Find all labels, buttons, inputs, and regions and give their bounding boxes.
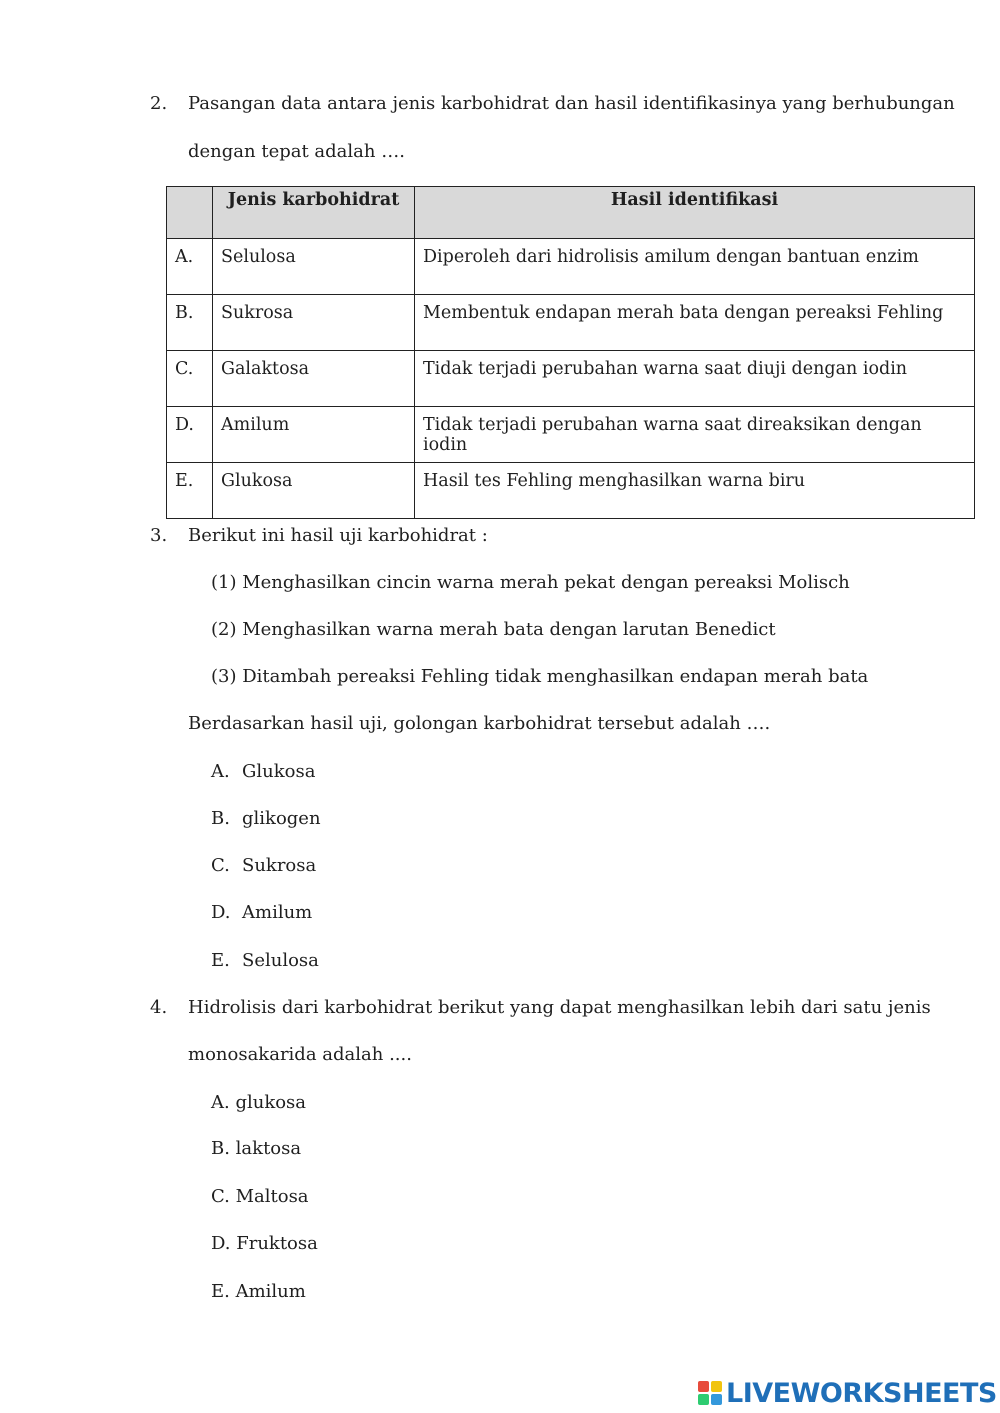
q3-option-letter: E. bbox=[211, 950, 230, 971]
q2-text-line2: dengan tepat adalah …. bbox=[188, 141, 405, 162]
logo-mark-icon bbox=[698, 1381, 722, 1405]
q3-text: Berikut ini hasil uji karbohidrat : bbox=[188, 525, 488, 546]
row-hasil: Tidak terjadi perubahan warna saat direaksikan dengan iodin bbox=[415, 407, 975, 463]
logo-square-icon bbox=[698, 1394, 709, 1405]
q2-number: 2. bbox=[150, 93, 168, 114]
q4-text-line2: monosakarida adalah .... bbox=[188, 1044, 412, 1065]
q3-question: Berdasarkan hasil uji, golongan karbohidrat tersebut adalah …. bbox=[188, 713, 771, 734]
row-letter: E. bbox=[167, 463, 213, 519]
table-row bbox=[167, 407, 975, 463]
table-header-row bbox=[167, 187, 975, 239]
q4-number: 4. bbox=[150, 997, 168, 1018]
q3-number: 3. bbox=[150, 525, 168, 546]
table-row bbox=[167, 351, 975, 407]
q3-option-letter: C. bbox=[211, 855, 230, 876]
q2-table bbox=[166, 186, 975, 519]
logo-square-icon bbox=[698, 1381, 709, 1392]
logo-text: LIVEWORKSHEETS bbox=[726, 1377, 997, 1409]
q4-option: B. laktosa bbox=[211, 1138, 302, 1159]
q4-option: C. Maltosa bbox=[211, 1186, 309, 1207]
table-row bbox=[167, 295, 975, 351]
row-hasil: Tidak terjadi perubahan warna saat diuji dengan iodin bbox=[415, 351, 975, 407]
header-cell-jenis: Jenis karbohidrat bbox=[213, 187, 415, 239]
logo-square-icon bbox=[711, 1394, 722, 1405]
q4-option: A. glukosa bbox=[211, 1092, 307, 1113]
row-jenis: Selulosa bbox=[213, 239, 415, 295]
q3-option-text: glikogen bbox=[242, 808, 321, 829]
q4-option: D. Fruktosa bbox=[211, 1233, 318, 1254]
row-jenis: Galaktosa bbox=[213, 351, 415, 407]
row-jenis: Glukosa bbox=[213, 463, 415, 519]
q3-option-text: Amilum bbox=[242, 902, 313, 923]
header-cell-blank bbox=[167, 187, 213, 239]
q3-statement: (3) Ditambah pereaksi Fehling tidak menghasilkan endapan merah bata bbox=[211, 666, 869, 687]
q4-option: E. Amilum bbox=[211, 1281, 306, 1302]
row-hasil: Membentuk endapan merah bata dengan pereaksi Fehling bbox=[415, 295, 975, 351]
q4-text-line1: Hidrolisis dari karbohidrat berikut yang dapat menghasilkan lebih dari satu jenis bbox=[188, 997, 931, 1018]
q3-statement: (2) Menghasilkan warna merah bata dengan larutan Benedict bbox=[211, 619, 776, 640]
logo-square-icon bbox=[711, 1381, 722, 1392]
q3-option-letter: A. bbox=[211, 761, 230, 782]
row-jenis: Sukrosa bbox=[213, 295, 415, 351]
q3-option-letter: B. bbox=[211, 808, 230, 829]
q3-option-text: Glukosa bbox=[242, 761, 316, 782]
row-hasil: Hasil tes Fehling menghasilkan warna biru bbox=[415, 463, 975, 519]
row-letter: B. bbox=[167, 295, 213, 351]
q3-statement: (1) Menghasilkan cincin warna merah pekat dengan pereaksi Molisch bbox=[211, 572, 850, 593]
row-jenis: Amilum bbox=[213, 407, 415, 463]
q2-text-line1: Pasangan data antara jenis karbohidrat dan hasil identifikasinya yang berhubungan bbox=[188, 93, 955, 114]
row-letter: C. bbox=[167, 351, 213, 407]
row-letter: D. bbox=[167, 407, 213, 463]
table-row bbox=[167, 239, 975, 295]
liveworksheets-logo bbox=[698, 1377, 997, 1409]
table-row bbox=[167, 463, 975, 519]
row-letter: A. bbox=[167, 239, 213, 295]
q3-option-text: Selulosa bbox=[242, 950, 319, 971]
q3-option-text: Sukrosa bbox=[242, 855, 317, 876]
header-cell-hasil: Hasil identifikasi bbox=[415, 187, 975, 239]
row-hasil: Diperoleh dari hidrolisis amilum dengan bantuan enzim bbox=[415, 239, 975, 295]
q3-option-letter: D. bbox=[211, 902, 231, 923]
